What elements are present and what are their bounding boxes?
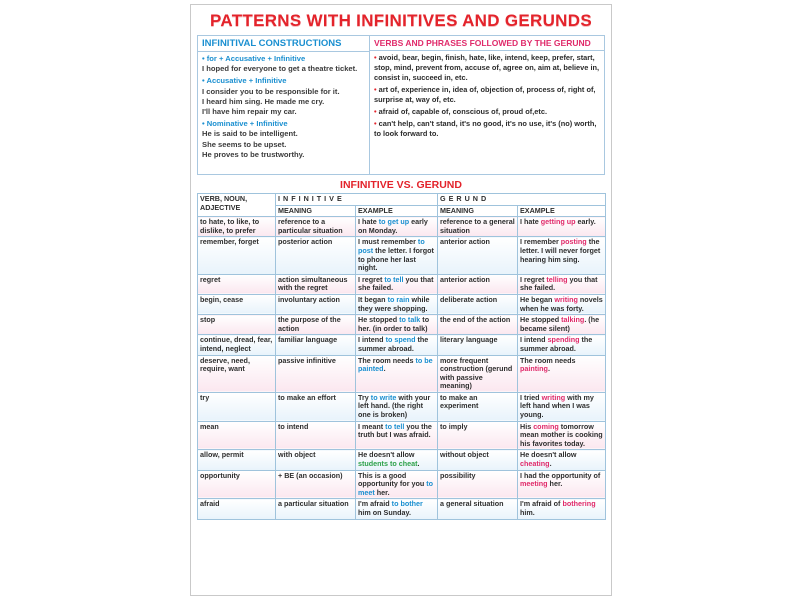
example-text: It began (358, 294, 388, 304)
cell-ger-meaning: a general situation (438, 499, 518, 519)
example-text: early. (575, 217, 596, 227)
example-text: her. (374, 487, 390, 497)
example-text: He stopped (520, 315, 562, 325)
example-text: him on Sunday. (358, 508, 411, 517)
highlighted-gerund: bothering (562, 499, 596, 509)
cell-inf-example (356, 237, 438, 274)
example-text: her. (547, 479, 563, 489)
table-row (198, 274, 606, 294)
cell-word: afraid (198, 499, 276, 519)
cell-inf-example (356, 274, 438, 294)
gerund-verb-group (370, 51, 604, 83)
cell-ger-meaning: deliberate action (438, 294, 518, 314)
cell-word: opportunity (198, 470, 276, 499)
construction-example: He is said to be intelligent. (202, 129, 298, 139)
cell-ger-example (518, 450, 606, 470)
cell-ger-meaning: anterior action (438, 274, 518, 294)
cell-word: mean (198, 421, 276, 450)
table-row (198, 392, 606, 421)
highlighted-gerund: posting (560, 237, 587, 247)
example-text: I had the opportunity of (520, 470, 601, 480)
example-text: you that she failed. (358, 274, 434, 293)
cell-ger-example (518, 392, 606, 421)
table-row (198, 315, 606, 335)
cell-word: to hate, to like, to dislike, to prefer (198, 217, 276, 237)
highlighted-gerund: spending (547, 335, 580, 345)
cell-inf-example (356, 355, 438, 392)
example-text: novels when he was forty. (520, 294, 603, 313)
example-text: tomorrow mean mother is cooking his favorites today. (520, 421, 603, 448)
highlighted-infinitive: to post (358, 237, 425, 255)
section-title: INFINITIVE VS. GERUND (340, 179, 462, 191)
cell-inf-example (356, 421, 438, 450)
highlighted-gerund: writing (541, 392, 566, 402)
cell-inf-meaning: to intend (276, 421, 356, 450)
column-header-word: VERB, NOUN, ADJECTIVE (198, 194, 276, 217)
cell-ger-example (518, 470, 606, 499)
example-text: . (417, 459, 420, 469)
construction-example: He proves to be trustworthy. (202, 149, 305, 159)
construction-example: I'll have him repair my car. (202, 107, 297, 117)
cell-inf-meaning: + BE (an occasion) (276, 470, 356, 499)
table-row (198, 217, 606, 237)
example-text: He stopped (358, 315, 400, 325)
example-text: early on Monday. (358, 217, 428, 235)
cell-word: remember, forget (198, 237, 276, 274)
cell-ger-example (518, 355, 606, 392)
table-row (198, 470, 606, 499)
bullet-icon: • (374, 107, 379, 116)
highlighted-infinitive: to tell (384, 274, 404, 284)
highlighted-infinitive: to write (370, 392, 397, 402)
example-text: I tried (520, 392, 542, 402)
highlighted-infinitive: to spend (385, 335, 416, 345)
example-text: His (520, 421, 534, 431)
infinitival-constructions-heading: INFINITIVAL CONSTRUCTIONS (198, 36, 369, 52)
example-text: I intend (358, 335, 386, 345)
example-text: I regret (520, 274, 547, 284)
example-text: you the truth but I was afraid. (358, 421, 432, 440)
cell-inf-example (356, 450, 438, 470)
example-text: I'm afraid (358, 499, 392, 509)
cell-ger-meaning: reference to a general situation (438, 217, 518, 237)
cell-word: try (198, 392, 276, 421)
cell-word: deserve, need, require, want (198, 355, 276, 392)
gerund-verb-text: afraid of, capable of, conscious of, proud of,etc. (378, 107, 548, 116)
cell-word: allow, permit (198, 450, 276, 470)
cell-inf-example (356, 315, 438, 335)
example-text: The room needs (358, 355, 416, 365)
gerund-verb-group (370, 83, 604, 105)
highlighted-gerund: coming (533, 421, 559, 431)
cell-inf-meaning: reference to a particular situation (276, 217, 356, 237)
example-text: This is a good opportunity for you (358, 470, 427, 489)
example-text: . (549, 459, 552, 469)
example-text: He doesn't allow (358, 450, 415, 460)
gerund-verb-group (370, 105, 604, 117)
construction-pattern: • Nominative + Infinitive (202, 119, 288, 129)
cell-inf-meaning: with object (276, 450, 356, 470)
example-text: the letter. I will never forget hearing him sing. (520, 237, 601, 264)
example-text: the summer abroad. (358, 335, 429, 353)
highlighted-infinitive: to be painted (358, 355, 433, 374)
cell-inf-meaning: a particular situation (276, 499, 356, 519)
table-row (198, 421, 606, 450)
cell-word: stop (198, 315, 276, 335)
cell-ger-example (518, 294, 606, 314)
poster-title: PATTERNS WITH INFINITIVES AND GERUNDS (210, 11, 592, 30)
example-text: He doesn't allow (520, 450, 577, 460)
highlighted-infinitive: to rain (387, 294, 410, 304)
highlighted-infinitive: to get up (378, 217, 410, 227)
cell-inf-example (356, 470, 438, 499)
example-text: . (547, 364, 550, 374)
column-group-gerund: GERUND (438, 194, 606, 206)
example-text: I meant (358, 421, 386, 431)
cell-word: continue, dread, fear, intend, neglect (198, 335, 276, 355)
column-header-inf-example: EXAMPLE (356, 205, 438, 217)
example-text: you that she failed. (520, 274, 598, 293)
cell-ger-meaning: anterior action (438, 237, 518, 274)
highlighted-infinitive: to bother (391, 499, 423, 509)
cell-inf-example (356, 392, 438, 421)
table-row (198, 335, 606, 355)
cell-ger-meaning: more frequent construction (gerund with passive meaning) (438, 355, 518, 392)
highlighted-gerund: cheating (520, 459, 550, 469)
example-text: The room needs (520, 355, 576, 365)
cell-ger-example (518, 274, 606, 294)
gerund-verbs-panel (369, 35, 605, 175)
highlighted-gerund: getting up (540, 217, 576, 227)
cell-ger-example (518, 237, 606, 274)
gerund-verb-text: art of, experience in, idea of, objection of, process of, right of, surprise at, way of, etc. (374, 85, 596, 104)
example-text: the summer abroad. (520, 335, 593, 353)
column-group-infinitive: INFINITIVE (276, 194, 438, 206)
gerund-verb-group (370, 117, 604, 139)
example-text: I must remember (358, 237, 418, 247)
gerund-verbs-heading: VERBS AND PHRASES FOLLOWED BY THE GERUND (370, 36, 604, 51)
example-text: I'm afraid of (520, 499, 563, 509)
table-row (198, 499, 606, 519)
cell-ger-meaning: to imply (438, 421, 518, 450)
table-row (198, 294, 606, 314)
construction-pattern: • for + Accusative + Infinitive (202, 54, 306, 63)
highlighted-gerund: telling (546, 274, 568, 284)
example-text: with your left hand. (the right one is broken) (358, 392, 431, 420)
cell-inf-example (356, 335, 438, 355)
example-text: I hate (520, 217, 541, 227)
cell-ger-example (518, 217, 606, 237)
example-text: to her. (in order to talk) (358, 315, 430, 333)
cell-inf-meaning: familiar language (276, 335, 356, 355)
cell-inf-meaning: passive infinitive (276, 355, 356, 392)
cell-inf-meaning: the purpose of the action (276, 315, 356, 335)
infinitival-constructions-panel (197, 35, 369, 175)
column-header-inf-meaning: MEANING (276, 205, 356, 217)
cell-ger-example (518, 421, 606, 450)
highlighted-infinitive: to tell (385, 421, 405, 431)
cell-ger-meaning: without object (438, 450, 518, 470)
example-text: He began (520, 294, 555, 304)
highlighted-infinitive: to meet (358, 479, 434, 497)
gerund-verbs-list (370, 51, 604, 139)
column-header-ger-example: EXAMPLE (518, 205, 606, 217)
highlighted-gerund: talking (561, 315, 585, 325)
construction-example: I consider you to be responsible for it. (202, 86, 340, 96)
top-section (197, 35, 605, 175)
cell-ger-meaning: possibility (438, 470, 518, 499)
construction-group (198, 52, 369, 74)
gerund-verb-text: can't help, can't stand, it's no good, it's no use, it's (no) worth, to look forward to. (374, 119, 597, 138)
construction-example: I hoped for everyone to get a theatre ticket. (202, 64, 358, 74)
example-text: . (383, 364, 386, 374)
cell-word: regret (198, 274, 276, 294)
bullet-icon: • (374, 85, 379, 94)
cell-inf-example (356, 499, 438, 519)
construction-group (198, 74, 369, 117)
example-text: him. (520, 508, 535, 517)
gerund-verb-text: avoid, bear, begin, finish, hate, like, intend, keep, prefer, start, stop, mind, prevent from, accuse of, agree on, aim at, believe in, consist in, succeed in, etc. (374, 53, 600, 82)
cell-inf-meaning: posterior action (276, 237, 356, 274)
construction-list (198, 52, 369, 160)
cell-inf-example (356, 294, 438, 314)
construction-pattern: • Accusative + Infinitive (202, 76, 287, 86)
construction-group (198, 117, 369, 160)
example-text: I regret (358, 274, 385, 284)
table-row (198, 355, 606, 392)
cell-ger-example (518, 335, 606, 355)
grammar-poster (190, 4, 612, 596)
cell-inf-meaning: involuntary action (276, 294, 356, 314)
cell-word: begin, cease (198, 294, 276, 314)
highlighted-gerund: meeting (520, 479, 548, 489)
example-text: with my left hand when I was young. (520, 392, 594, 420)
cell-ger-meaning: literary language (438, 335, 518, 355)
cell-ger-meaning: the end of the action (438, 315, 518, 335)
cell-ger-example (518, 315, 606, 335)
table-row (198, 237, 606, 274)
bullet-icon: • (374, 53, 379, 62)
column-header-ger-meaning: MEANING (438, 205, 518, 217)
example-text: I hate (358, 217, 379, 227)
cell-inf-example (356, 217, 438, 237)
highlighted-gerund: writing (554, 294, 578, 304)
construction-example: She seems to be upset. (202, 139, 287, 149)
example-text: . (he became silent) (520, 315, 600, 333)
infinitive-vs-gerund-table (197, 193, 606, 520)
bullet-icon: • (374, 119, 379, 128)
example-text: I intend (520, 335, 548, 345)
construction-example: I heard him sing. He made me cry. (202, 96, 325, 106)
cell-ger-example (518, 499, 606, 519)
example-text: Try (358, 392, 371, 402)
example-text: while they were shopping. (358, 294, 430, 313)
cell-ger-meaning: to make an experiment (438, 392, 518, 421)
highlighted-gerund: painting (520, 364, 548, 374)
table-row (198, 450, 606, 470)
example-text: the letter. I forgot to phone her last night. (358, 245, 434, 273)
cell-inf-meaning: to make an effort (276, 392, 356, 421)
highlighted-infinitive: to talk (399, 315, 421, 325)
highlighted-infinitive: students to cheat (358, 459, 418, 469)
cell-inf-meaning: action simultaneous with the regret (276, 274, 356, 294)
example-text: I remember (520, 237, 561, 247)
